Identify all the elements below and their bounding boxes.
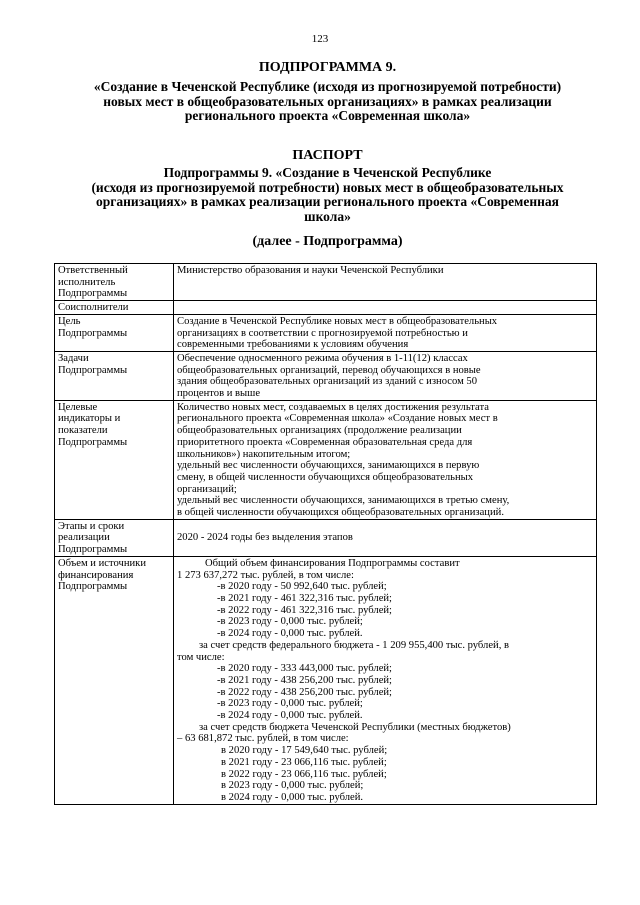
row-label: Ответственный исполнитель Подпрограммы <box>55 264 174 301</box>
financing-year-line: в 2020 году - 17 549,640 тыс. рублей; <box>221 745 388 757</box>
row-label: Задачи Подпрограммы <box>55 351 174 400</box>
row-label: Соисполнители <box>55 301 174 315</box>
passport-title <box>50 166 605 224</box>
table-row <box>55 400 597 519</box>
row-value: 2020 - 2024 годы без выделения этапов <box>174 519 597 556</box>
row-value: Создание в Чеченской Республике новых мест в общеобразовательных организациях в соответствии с прогнозируемой потребностью и современными требованиями к условиям обучения <box>174 314 597 351</box>
financing-year-line: -в 2023 году - 0,000 тыс. рублей; <box>217 616 363 628</box>
row-value: Количество новых мест, создаваемых в целях достижения результата регионального проекта «Современная школа» «Создание новых мест в общеобразовательных организациях (продолжение реализации приоритетного проекта «Современная образовательная среда для школьников») накопительным итогом; удельный вес численности обучающихся, занимающихся в первую смену, в общей численности обучающихся общеобразовательных организаций; удельный вес численности обучающихся, занимающихся в третью смену, в общей численности обучающихся общеобразовательных организаций. <box>174 400 597 519</box>
financing-year-line: -в 2021 году - 438 256,200 тыс. рублей; <box>217 674 393 686</box>
subprogram-name <box>50 80 605 124</box>
table-row <box>55 264 597 301</box>
title-line: (исходя из прогнозируемой потребности) новых мест в общеобразовательных <box>91 179 564 195</box>
passport-heading: ПАСПОРТ <box>292 148 363 163</box>
financing-year-line: в 2024 году - 0,000 тыс. рублей. <box>221 791 364 803</box>
table-row <box>55 519 597 556</box>
table-row <box>55 556 597 804</box>
row-label: Цель Подпрограммы <box>55 314 174 351</box>
financing-year-line: -в 2021 году - 461 322,316 тыс. рублей; <box>217 592 393 604</box>
row-label: Объем и источники финансирования Подпрограммы <box>55 556 174 804</box>
title-line: новых мест в общеобразовательных организациях» в рамках реализации <box>103 93 552 109</box>
financing-local: за счет средств бюджета Чеченской Республики (местных бюджетов) <box>199 721 511 733</box>
financing-year-line: -в 2022 году - 438 256,200 тыс. рублей; <box>217 686 393 698</box>
financing-total-amount: 1 273 637,272 тыс. рублей, в том числе: <box>177 569 354 581</box>
subprogram-heading: ПОДПРОГРАММА 9. <box>258 60 397 75</box>
title-line: «Создание в Чеченской Республике (исходя из прогнозируемой потребности) <box>93 79 562 94</box>
row-value: Обеспечение односменного режима обучения в 1-11(12) классах общеобразовательных организаций, перевод обучающихся в новые здания общеобразовательных организаций из зданий с износом 50 процентов и выше <box>174 351 597 400</box>
title-line: Подпрограммы 9. «Создание в Чеченской Республике <box>163 165 492 180</box>
financing-year-line: -в 2023 году - 0,000 тыс. рублей; <box>217 698 363 710</box>
title-line: регионального проекта «Современная школа» <box>184 108 471 123</box>
row-value: Министерство образования и науки Чеченской Республики <box>174 264 597 301</box>
financing-year-line: в 2022 году - 23 066,116 тыс. рублей; <box>221 768 387 780</box>
financing-local: – 63 681,872 тыс. рублей, в том числе: <box>177 733 349 745</box>
financing-year-line: в 2021 году - 23 066,116 тыс. рублей; <box>221 756 387 768</box>
financing-year-line: -в 2024 году - 0,000 тыс. рублей. <box>217 710 363 722</box>
further-note: (далее - Подпрограмма) <box>252 234 403 249</box>
page-number: 123 <box>311 33 329 45</box>
financing-year-line: -в 2022 году - 461 322,316 тыс. рублей; <box>217 604 393 616</box>
financing-federal: том числе: <box>177 651 225 663</box>
title-line: организациях» в рамках реализации регионального проекта «Современная <box>96 194 559 209</box>
financing-value <box>174 556 597 804</box>
row-value <box>174 301 597 315</box>
passport-table <box>54 263 597 805</box>
financing-total-intro: Общий объем финансирования Подпрограммы составит <box>205 557 460 569</box>
financing-federal: за счет средств федерального бюджета - 1 209 955,400 тыс. рублей, в <box>199 639 510 651</box>
table-row <box>55 351 597 400</box>
row-label: Целевые индикаторы и показатели Подпрограммы <box>55 400 174 519</box>
title-line: школа» <box>304 208 351 224</box>
table-row <box>55 301 597 315</box>
financing-year-line: в 2023 году - 0,000 тыс. рублей; <box>221 780 364 792</box>
financing-year-line: -в 2020 году - 333 443,000 тыс. рублей; <box>217 663 393 675</box>
row-label: Этапы и сроки реализации Подпрограммы <box>55 519 174 556</box>
financing-year-line: -в 2020 году - 50 992,640 тыс. рублей; <box>217 581 387 593</box>
financing-year-line: -в 2024 году - 0,000 тыс. рублей. <box>217 628 363 640</box>
table-row <box>55 314 597 351</box>
